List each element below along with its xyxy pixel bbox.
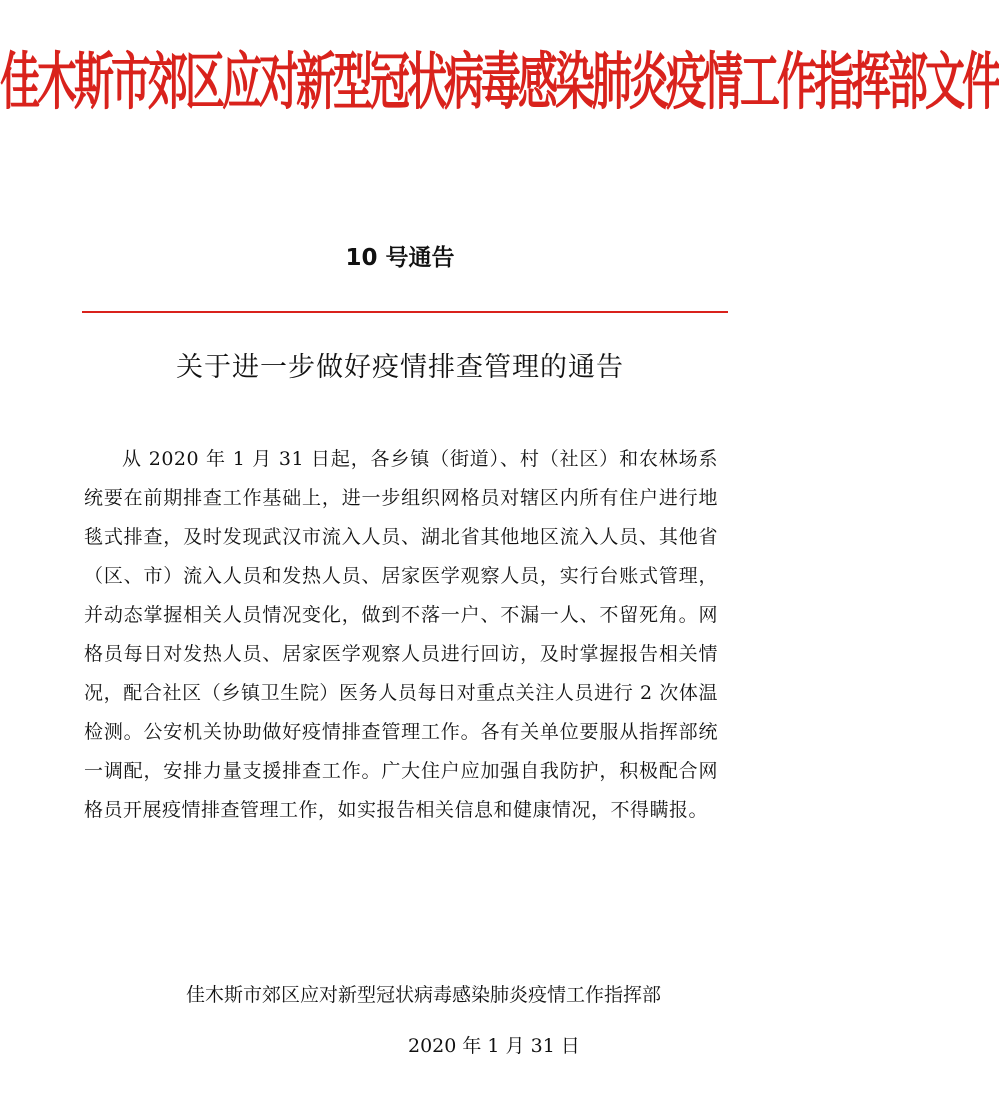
document-body: 从 2020 年 1 月 31 日起，各乡镇（街道）、村（社区）和农林场系统要在前期排查工作基础上，进一步组织网格员对辖区内所有住户进行地毯式排查，及时发现武汉市流入人员、湖北省其他地区流入人员、其他省（区、市）流入人员和发热人员、居家医学观察人员，实行台账式管理，并动态掌握相关人员情况变化，做到不落一户、不漏一人、不留死角。网格员每日对发热人员、居家医学观察人员进行回访，及时掌握报告相关情况，配合社区（乡镇卫生院）医务人员每日对重点关注人员进行 2 次体温检测。公安机关协助做好疫情排查管理工作。各有关单位要服从指挥部统一调配，安排力量支援排查工作。广大住户应加强自我防护，积极配合网格员开展疫情排查管理工作，如实报告相关信息和健康情况，不得瞒报。 <box>84 448 718 821</box>
red-divider <box>82 311 728 313</box>
issuer-signature: 佳木斯市郊区应对新型冠状病毒感染肺炎疫情工作指挥部 <box>186 984 662 1006</box>
notice-number: 10 号通告 <box>345 245 455 271</box>
issue-date: 2020 年 1 月 31 日 <box>408 1035 580 1057</box>
document-heading: 关于进一步做好疫情排查管理的通告 <box>176 352 624 383</box>
document-header-title: 佳木斯市郊区应对新型冠状病毒感染肺炎疫情工作指挥部文件 <box>0 45 999 119</box>
